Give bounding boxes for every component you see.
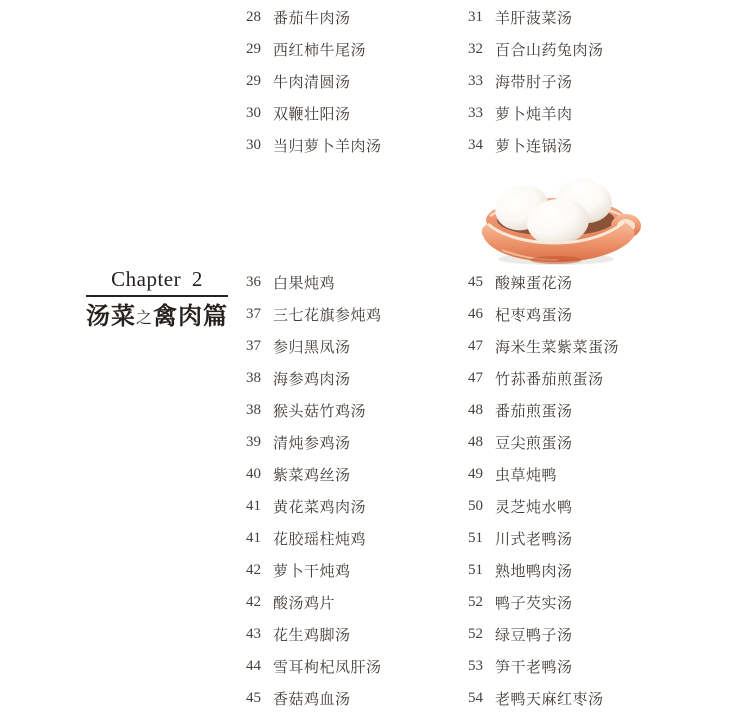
chapter-title: 汤菜之禽肉篇 [86, 304, 229, 330]
toc-entry [468, 586, 619, 618]
recipe-title: 灵芝炖水鸭 [495, 499, 573, 516]
recipe-title: 海参鸡肉汤 [273, 371, 351, 388]
recipe-title: 双鞭壮阳汤 [273, 106, 351, 123]
toc-entry [246, 458, 382, 490]
toc-entry [468, 458, 619, 490]
toc-entry [246, 618, 382, 650]
page-number: 32 [468, 40, 483, 57]
toc-entry [468, 554, 619, 586]
page-number: 52 [468, 593, 483, 610]
recipe-title: 花胶瑶柱炖鸡 [273, 531, 367, 548]
toc-entry [246, 266, 382, 298]
page-number: 51 [468, 561, 483, 578]
page-number: 29 [246, 40, 261, 57]
page-number: 40 [246, 465, 261, 482]
recipe-title: 当归萝卜羊肉汤 [273, 138, 382, 155]
page-number: 28 [246, 8, 261, 25]
recipe-title: 萝卜干炖鸡 [273, 563, 351, 580]
page-number: 44 [246, 657, 261, 674]
recipe-title: 紫菜鸡丝汤 [273, 467, 351, 484]
recipe-title: 海米生菜紫菜蛋汤 [495, 339, 620, 356]
toc-entry [468, 65, 604, 97]
toc-entry [468, 266, 619, 298]
toc-entry [246, 426, 382, 458]
toc-entry [468, 129, 604, 161]
recipe-title: 海带肘子汤 [495, 74, 573, 91]
page-number: 34 [468, 136, 483, 153]
recipe-title: 鸭子芡实汤 [495, 595, 573, 612]
page-number: 45 [246, 689, 261, 706]
page-number: 37 [246, 337, 261, 354]
page-number: 51 [468, 529, 483, 546]
page-number: 38 [246, 401, 261, 418]
toc-entry [468, 650, 619, 682]
recipe-title: 虫草炖鸭 [495, 467, 558, 484]
toc-entry [468, 330, 619, 362]
recipe-title: 老鸭天麻红枣汤 [495, 691, 604, 708]
page-number: 37 [246, 305, 261, 322]
toc-entry [246, 586, 382, 618]
page-number: 46 [468, 305, 483, 322]
toc-entry [246, 129, 382, 161]
recipe-title: 清炖参鸡汤 [273, 435, 351, 452]
toc-entry [246, 298, 382, 330]
recipe-title: 香菇鸡血汤 [273, 691, 351, 708]
toc-entry [246, 650, 382, 682]
recipe-title: 萝卜炖羊肉 [495, 106, 573, 123]
recipe-title: 萝卜连锅汤 [495, 138, 573, 155]
page-number: 38 [246, 369, 261, 386]
toc-entry [468, 426, 619, 458]
toc-entry [246, 522, 382, 554]
page-number: 41 [246, 529, 261, 546]
chapter-heading [86, 268, 228, 333]
recipe-title: 竹荪番茄煎蛋汤 [495, 371, 604, 388]
toc-entry [246, 1, 382, 33]
page-number: 42 [246, 561, 261, 578]
page-number: 41 [246, 497, 261, 514]
recipe-title: 牛肉清圆汤 [273, 74, 351, 91]
recipe-title: 番茄牛肉汤 [273, 10, 351, 27]
toc-entry [246, 33, 382, 65]
recipe-title: 笋干老鸭汤 [495, 659, 573, 676]
recipe-title: 三七花旗参炖鸡 [273, 307, 382, 324]
page-number: 29 [246, 72, 261, 89]
toc-entry [246, 394, 382, 426]
recipe-title: 绿豆鸭子汤 [495, 627, 573, 644]
page-number: 53 [468, 657, 483, 674]
recipe-title: 白果炖鸡 [273, 275, 336, 292]
eggs-in-bowl-photo [472, 170, 644, 266]
page-number: 45 [468, 273, 483, 290]
recipe-title: 番茄煎蛋汤 [495, 403, 573, 420]
recipe-title: 酸汤鸡片 [273, 595, 336, 612]
toc-entry [468, 97, 604, 129]
page-number: 47 [468, 369, 483, 386]
page-number: 47 [468, 337, 483, 354]
chapter-title-zhi: 之 [136, 310, 154, 327]
page-number: 49 [468, 465, 483, 482]
recipe-title: 西红柿牛尾汤 [273, 42, 367, 59]
page-number: 33 [468, 104, 483, 121]
recipe-title: 黄花菜鸡肉汤 [273, 499, 367, 516]
page-number: 48 [468, 433, 483, 450]
recipe-title: 酸辣蛋花汤 [495, 275, 573, 292]
toc-entry [468, 394, 619, 426]
page-number: 42 [246, 593, 261, 610]
toc-entry [246, 362, 382, 394]
page-number: 54 [468, 689, 483, 706]
toc-column-ch2-right [468, 266, 619, 714]
toc-entry [246, 490, 382, 522]
page-number: 30 [246, 136, 261, 153]
recipe-title: 杞枣鸡蛋汤 [495, 307, 573, 324]
toc-entry [246, 682, 382, 714]
recipe-title: 百合山药兔肉汤 [495, 42, 604, 59]
page-number: 36 [246, 273, 261, 290]
toc-entry [468, 362, 619, 394]
recipe-title: 熟地鸭肉汤 [495, 563, 573, 580]
page-number: 30 [246, 104, 261, 121]
toc-entry [246, 97, 382, 129]
toc-entry [246, 554, 382, 586]
recipe-title: 参归黑凤汤 [273, 339, 351, 356]
toc-column-ch2-left [246, 266, 382, 714]
page-number: 48 [468, 401, 483, 418]
toc-entry [246, 330, 382, 362]
recipe-title: 花生鸡脚汤 [273, 627, 351, 644]
toc-entry [468, 682, 619, 714]
recipe-title: 猴头菇竹鸡汤 [273, 403, 367, 420]
toc-column-top-right [468, 1, 604, 161]
recipe-title: 羊肝菠菜汤 [495, 10, 573, 27]
recipe-title: 雪耳枸杞凤肝汤 [273, 659, 382, 676]
chapter-number-label: Chapter 2 [86, 268, 228, 297]
page-number: 43 [246, 625, 261, 642]
toc-entry [468, 1, 604, 33]
page-number: 33 [468, 72, 483, 89]
page-number: 52 [468, 625, 483, 642]
toc-column-top-left [246, 1, 382, 161]
toc-entry [468, 522, 619, 554]
recipe-title: 川式老鸭汤 [495, 531, 573, 548]
toc-entry [468, 33, 604, 65]
toc-entry [468, 298, 619, 330]
page-number: 50 [468, 497, 483, 514]
toc-entry [246, 65, 382, 97]
toc-entry [468, 618, 619, 650]
page-number: 39 [246, 433, 261, 450]
toc-entry [468, 490, 619, 522]
recipe-title: 豆尖煎蛋汤 [495, 435, 573, 452]
page-number: 31 [468, 8, 483, 25]
